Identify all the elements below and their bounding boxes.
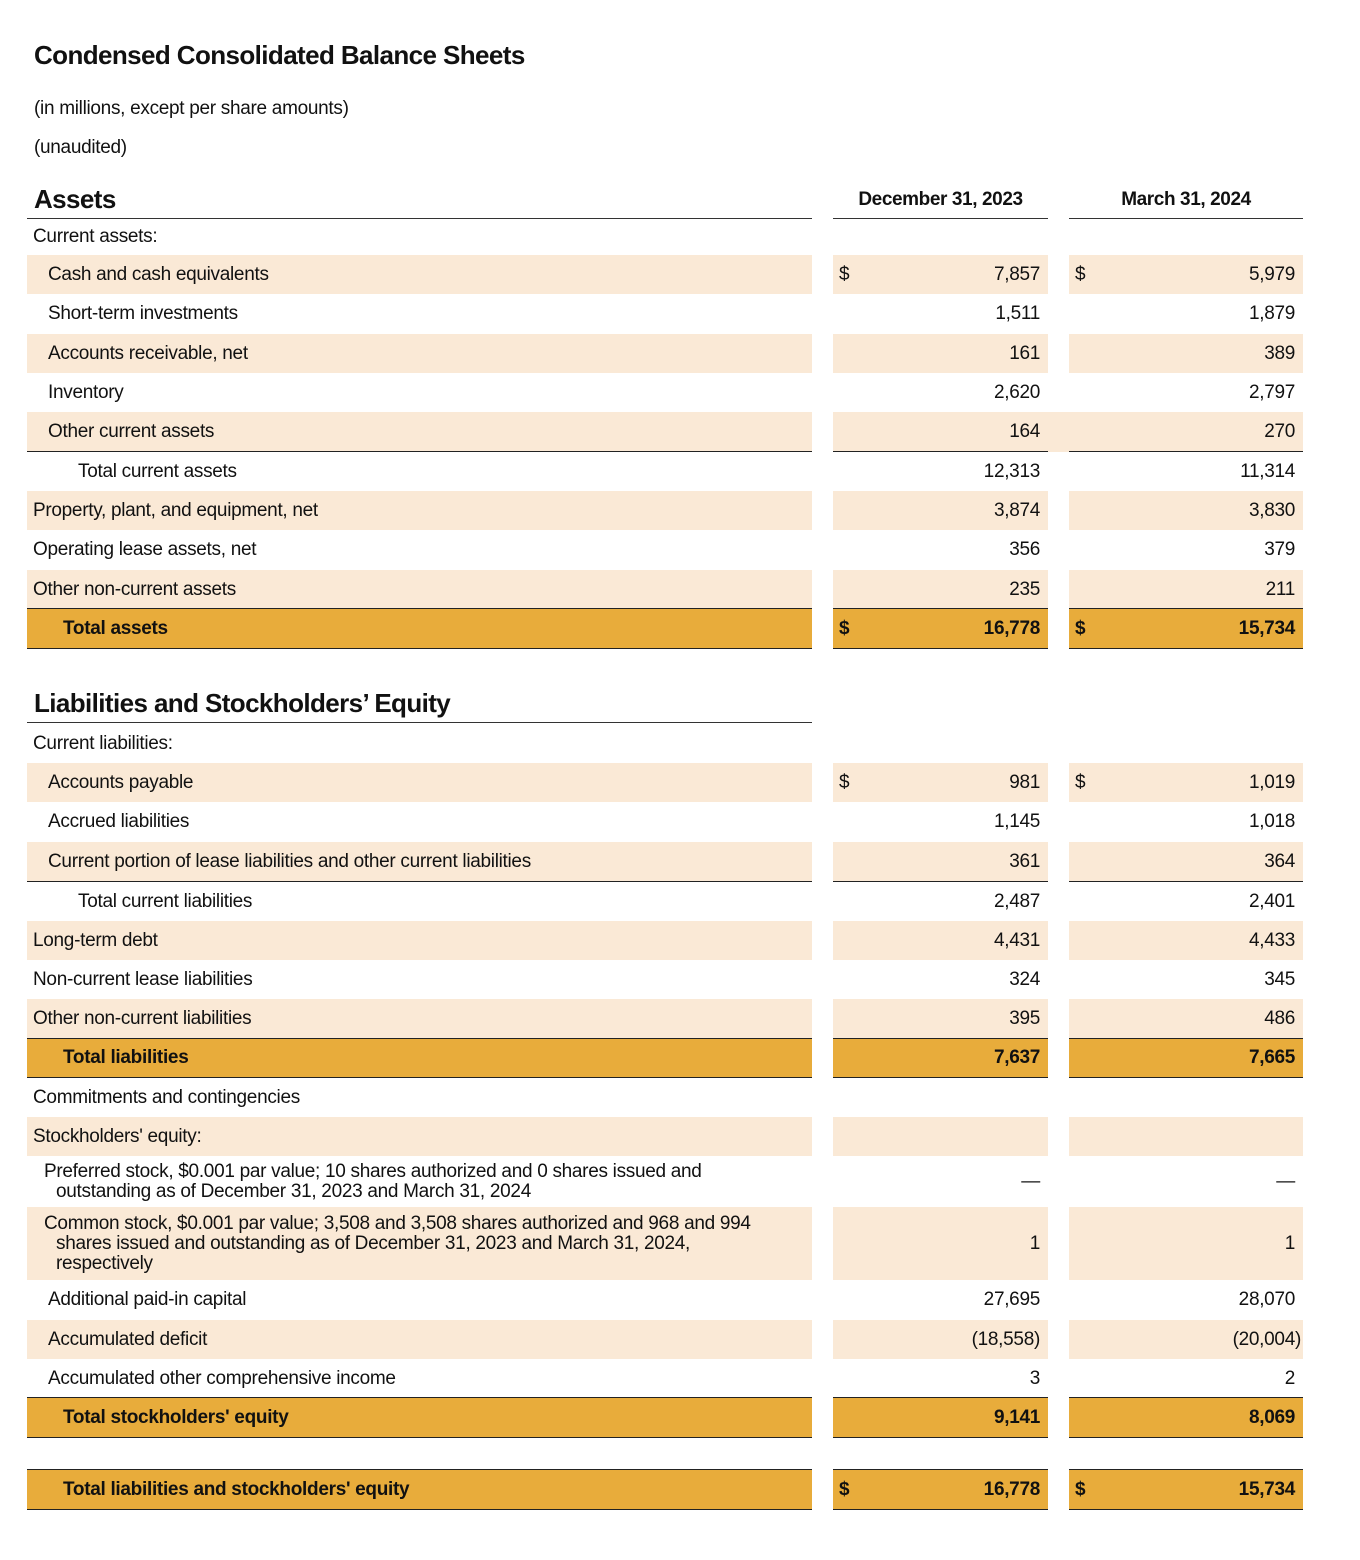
value-dec-2023: 164 — [833, 412, 1048, 452]
table-row — [0, 219, 1360, 255]
table-row — [0, 724, 1360, 763]
row-label: Other non-current assets — [27, 570, 812, 609]
row-label: Common stock, $0.001 par value; 3,508 and 3,508 shares authorized and 968 and 994 shares issued and outstanding as of December 31, 2023 and March 31, 2024, respectively — [27, 1207, 812, 1280]
value-mar-2024: 211 — [1069, 570, 1303, 609]
total-row — [0, 608, 1360, 649]
value-mar-2024: 2,797 — [1248, 381, 1295, 403]
table-row — [0, 960, 1360, 999]
row-label: Total stockholders' equity — [27, 1397, 812, 1438]
value-dec-2023: 1 — [833, 1207, 1048, 1280]
value-dec-2023: $ 7,857 — [833, 255, 1048, 294]
row-label: Total liabilities and stockholders' equity — [27, 1469, 812, 1510]
section-label-stockholders-equity: Stockholders' equity: — [27, 1117, 812, 1156]
value-mar-2024: 389 — [1069, 334, 1303, 373]
row-label: Preferred stock, $0.001 par value; 10 shares authorized and 0 shares issued and outstanding as of December 31, 2023 and March 31, 2024 — [44, 1160, 702, 1202]
row-label: Operating lease assets, net — [33, 539, 257, 560]
value-dec-2023: 356 — [1009, 539, 1040, 560]
currency-symbol: $ — [1075, 263, 1086, 285]
table-row — [0, 999, 1360, 1039]
value-dec-2023: 3,874 — [833, 491, 1048, 530]
page-title: Condensed Consolidated Balance Sheets — [34, 40, 525, 70]
row-label: Property, plant, and equipment, net — [27, 491, 812, 530]
row-label: Accounts receivable, net — [27, 334, 812, 373]
currency-symbol: $ — [1075, 617, 1086, 639]
table-row — [0, 570, 1360, 609]
value-mar-2024: 3,830 — [1069, 491, 1303, 530]
value-mar-2024: 379 — [1264, 539, 1295, 560]
value-dec-2023: 1,511 — [995, 302, 1040, 324]
value-dec-2023: 12,313 — [983, 460, 1040, 482]
value-dec-2023: 2,620 — [993, 381, 1040, 403]
value-dec-2023: 235 — [833, 570, 1048, 609]
row-label: Total liabilities — [27, 1038, 812, 1078]
value-mar-2024: $ 15,734 — [1069, 1469, 1303, 1510]
row-label: Current portion of lease liabilities and other current liabilities — [27, 842, 812, 882]
table-row — [0, 882, 1360, 921]
value-mar-2024: 1,018 — [1248, 811, 1295, 832]
value-dec-2023: 9,141 — [833, 1397, 1048, 1438]
table-row — [0, 1320, 1360, 1359]
row-label: Other non-current liabilities — [27, 999, 812, 1039]
row-label: Long-term debt — [27, 921, 812, 960]
value-dec-2023 — [833, 1117, 1048, 1156]
section-label-current-liabilities: Current liabilities: — [33, 732, 173, 754]
table-row — [0, 921, 1360, 960]
value-dec-2023: $ 16,778 — [833, 1469, 1048, 1510]
table-row — [0, 1117, 1360, 1156]
table-row — [0, 373, 1360, 412]
value-mar-2024: 7,665 — [1069, 1038, 1303, 1078]
value-mar-2024: — — [1276, 1170, 1295, 1192]
row-label: Total current assets — [78, 460, 237, 482]
table-row — [0, 530, 1360, 570]
value-mar-2024: 2 — [1284, 1367, 1295, 1389]
row-label: Accumulated deficit — [27, 1320, 812, 1359]
units-note: (in millions, except per share amounts) — [34, 98, 349, 119]
liabilities-rule — [27, 722, 812, 723]
currency-symbol: $ — [839, 263, 850, 285]
value-mar-2024: 486 — [1069, 999, 1303, 1039]
assets-heading: Assets — [34, 184, 116, 214]
value-mar-2024: 1 — [1069, 1207, 1303, 1280]
row-label: Accounts payable — [27, 763, 812, 802]
value-mar-2024: 270 — [1069, 412, 1303, 452]
value-dec-2023: (18,558) — [833, 1320, 1048, 1359]
value-mar-2024: 345 — [1264, 968, 1295, 990]
liabilities-heading: Liabilities and Stockholders’ Equity — [34, 688, 451, 718]
table-row — [0, 842, 1360, 882]
currency-symbol: $ — [839, 1478, 850, 1500]
table-row — [0, 1207, 1360, 1280]
table-row — [0, 1280, 1360, 1320]
value-dec-2023: $ 16,778 — [833, 608, 1048, 649]
table-row — [0, 1156, 1360, 1207]
value-mar-2024: 1,879 — [1248, 302, 1295, 324]
value-dec-2023: 395 — [833, 999, 1048, 1039]
row-label: Additional paid-in capital — [48, 1289, 247, 1310]
row-label: Accrued liabilities — [48, 811, 190, 832]
table-row — [0, 255, 1360, 294]
row-label: Cash and cash equivalents — [27, 255, 812, 294]
value-dec-2023: 161 — [833, 334, 1048, 373]
value-mar-2024: 2,401 — [1248, 890, 1295, 912]
row-label: Total assets — [27, 608, 812, 649]
value-dec-2023: 27,695 — [983, 1289, 1040, 1310]
currency-symbol: $ — [1075, 771, 1086, 793]
value-mar-2024 — [1069, 1117, 1303, 1156]
value-dec-2023: — — [1021, 1170, 1040, 1192]
table-row — [0, 763, 1360, 802]
value-mar-2024: $ 1,019 — [1069, 763, 1303, 802]
table-row — [0, 452, 1360, 491]
value-dec-2023: 361 — [833, 842, 1048, 882]
value-dec-2023: 324 — [1009, 968, 1040, 990]
currency-symbol: $ — [1075, 1478, 1086, 1500]
value-mar-2024: (20,004) — [1069, 1320, 1303, 1359]
value-dec-2023: 1,145 — [993, 811, 1040, 832]
total-row — [0, 1038, 1360, 1078]
row-label: Total current liabilities — [78, 890, 253, 912]
value-dec-2023: 2,487 — [993, 890, 1040, 912]
currency-symbol: $ — [839, 771, 850, 793]
row-label-commitments: Commitments and contingencies — [33, 1086, 300, 1108]
grand-total-row — [0, 1469, 1360, 1510]
value-dec-2023: 7,637 — [833, 1038, 1048, 1078]
table-row — [0, 1359, 1360, 1398]
table-row — [0, 491, 1360, 530]
row-label: Accumulated other comprehensive income — [48, 1367, 396, 1389]
value-mar-2024: 8,069 — [1069, 1397, 1303, 1438]
table-row — [0, 412, 1360, 452]
value-dec-2023: 3 — [1029, 1367, 1040, 1389]
table-row — [0, 334, 1360, 373]
section-label-current-assets: Current assets: — [33, 226, 158, 247]
value-mar-2024: 28,070 — [1238, 1289, 1295, 1310]
total-row — [0, 1397, 1360, 1438]
table-row — [0, 1078, 1360, 1117]
row-label: Short-term investments — [48, 302, 238, 324]
row-highlight-gap — [1048, 412, 1069, 452]
row-label: Non-current lease liabilities — [33, 968, 253, 990]
column-header-mar-2024: March 31, 2024 — [1121, 189, 1251, 210]
value-mar-2024: 11,314 — [1240, 460, 1295, 482]
value-mar-2024: 4,433 — [1069, 921, 1303, 960]
value-dec-2023: $ 981 — [833, 763, 1048, 802]
value-dec-2023: 4,431 — [833, 921, 1048, 960]
currency-symbol: $ — [839, 617, 850, 639]
table-row — [0, 294, 1360, 333]
row-label: Inventory — [48, 381, 124, 403]
value-mar-2024: $ 5,979 — [1069, 255, 1303, 294]
table-row — [0, 802, 1360, 842]
value-mar-2024: 364 — [1069, 842, 1303, 882]
row-label: Other current assets — [27, 412, 812, 452]
value-mar-2024: $ 15,734 — [1069, 608, 1303, 649]
audit-note: (unaudited) — [34, 137, 127, 158]
column-header-dec-2023: December 31, 2023 — [858, 189, 1023, 210]
